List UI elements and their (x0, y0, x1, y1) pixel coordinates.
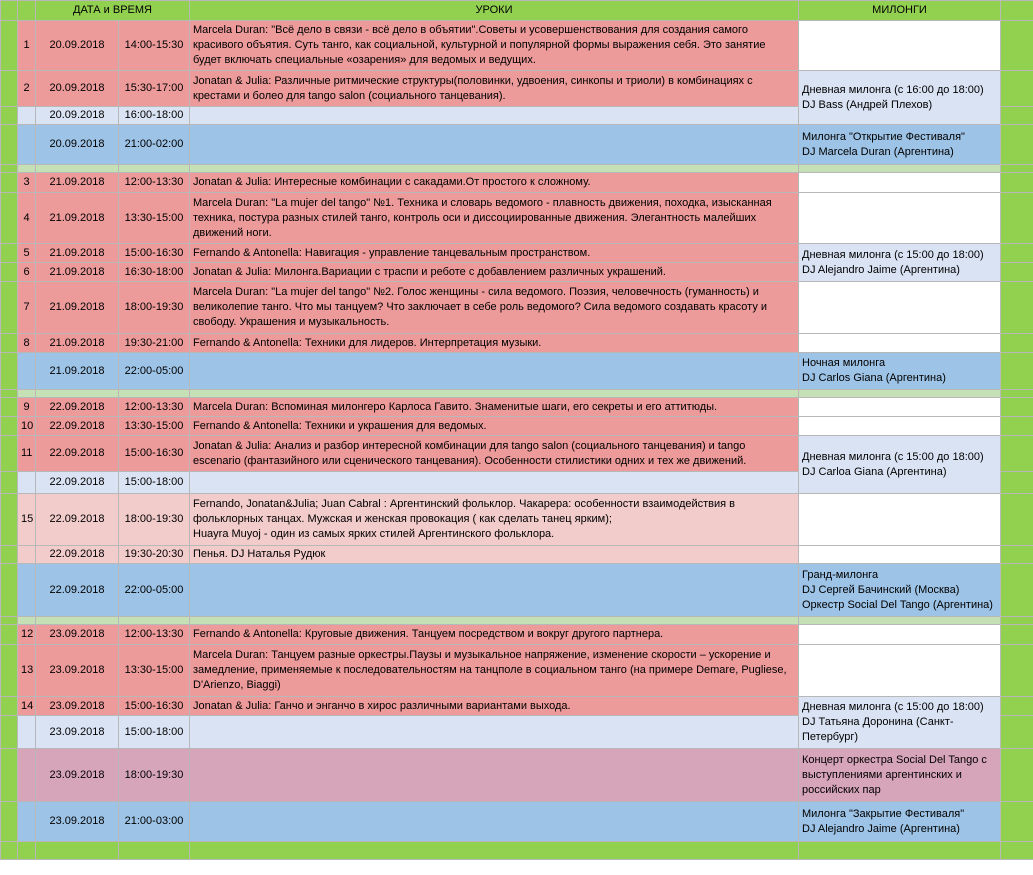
row-date: 23.09.2018 (36, 645, 119, 697)
row-lesson: Marcela Duran: Вспоминая милонгеро Карлоса Гавито. Знаменитые шаги, его секреты и его аттитюды. (190, 398, 799, 417)
milonga-line: DJ Bass (Андрей Плехов) (802, 98, 933, 111)
row-time: 18:00-19:30 (119, 282, 190, 334)
day-separator (1, 617, 1033, 625)
row-number: 1 (18, 21, 36, 71)
row-time: 19:30-21:00 (119, 334, 190, 353)
row-time: 16:30-18:00 (119, 263, 190, 282)
row-date: 21.09.2018 (36, 244, 119, 263)
milonga-cell (799, 697, 1001, 749)
milonga-line: Дневная милонга (с 15:00 до 18:00) (802, 701, 984, 713)
row-lesson: Fernando & Antonella: Навигация - управление танцевальным пространством. (190, 244, 799, 263)
table-row (1, 398, 1033, 417)
milonga-line: Дневная милонга (с 15:00 до 18:00) (802, 248, 984, 261)
row-lesson: Fernando & Antonella: Техники для лидеров. Интерпретация музыки. (190, 334, 799, 353)
row-lesson: Jonatan & Julia: Различные ритмические структуры(половинки, удвоения, синкопы и триоли) в комбинациях с крестами и болео для tango salon (социального танцевания). (190, 71, 799, 107)
row-date: 20.09.2018 (36, 125, 119, 165)
row-number (18, 716, 36, 749)
row-time: 12:00-13:30 (119, 173, 190, 193)
row-date: 20.09.2018 (36, 71, 119, 107)
row-number: 3 (18, 173, 36, 193)
row-lesson (190, 494, 799, 546)
milonga-line: DJ Carlos Giana (Аргентина) (802, 372, 946, 384)
row-lesson: Fernando & Antonella: Техники и украшения для ведомых. (190, 417, 799, 436)
milonga-cell (799, 436, 1001, 494)
row-number: 2 (18, 71, 36, 107)
row-time: 21:00-03:00 (119, 802, 190, 842)
table-row (1, 494, 1033, 546)
row-date: 22.09.2018 (36, 417, 119, 436)
row-date: 22.09.2018 (36, 546, 119, 564)
footer-row (1, 842, 1033, 860)
table-row (1, 546, 1033, 564)
row-number: 15 (18, 494, 36, 546)
row-date: 21.09.2018 (36, 263, 119, 282)
row-number (18, 353, 36, 390)
row-time: 18:00-19:30 (119, 749, 190, 802)
milonga-line: Оркестр Social Del Tango (Аргентина) (802, 598, 993, 611)
row-date: 22.09.2018 (36, 472, 119, 494)
milonga-line: Дневная милонга (с 16:00 до 18:00) (802, 83, 984, 96)
table-row (1, 645, 1033, 697)
table-row (1, 417, 1033, 436)
row-date: 22.09.2018 (36, 398, 119, 417)
table-row (1, 564, 1033, 617)
row-date: 23.09.2018 (36, 749, 119, 802)
row-time: 13:30-15:00 (119, 193, 190, 244)
header-milongas: МИЛОНГИ (799, 1, 1001, 21)
row-number: 13 (18, 645, 36, 697)
row-date: 21.09.2018 (36, 282, 119, 334)
row-date: 23.09.2018 (36, 625, 119, 645)
milonga-cell: Концерт оркестра Social Del Tango с выступлениями аргентинских и российских пар (799, 749, 1001, 802)
row-lesson: Jonatan & Julia: Ганчо и энганчо в хирос различными вариантами выхода. (190, 697, 799, 716)
row-number: 11 (18, 436, 36, 472)
milonga-cell (799, 244, 1001, 282)
row-lesson: Fernando & Antonella: Круговые движения. Танцуем посредством и вокруг другого партнера. (190, 625, 799, 645)
row-time: 12:00-13:30 (119, 398, 190, 417)
header-datetime: ДАТА и ВРЕМЯ (36, 1, 190, 21)
row-date: 22.09.2018 (36, 436, 119, 472)
row-number (18, 472, 36, 494)
milonga-line: Милонга "Открытие Фестиваля" (802, 130, 965, 143)
row-lesson (190, 125, 799, 165)
row-time: 18:00-19:30 (119, 494, 190, 546)
table-row (1, 21, 1033, 71)
milonga-cell (799, 71, 1001, 125)
row-time: 15:30-17:00 (119, 71, 190, 107)
row-number: 8 (18, 334, 36, 353)
row-time: 15:00-18:00 (119, 472, 190, 494)
row-lesson: Jonatan & Julia: Интересные комбинации с сакадами.От простого к сложному. (190, 173, 799, 193)
row-lesson (190, 802, 799, 842)
milonga-cell (799, 125, 1001, 165)
header-lessons: УРОКИ (190, 1, 799, 21)
table-row (1, 697, 1033, 716)
row-lesson: Jonatan & Julia: Анализ и разбор интересной комбинации для tango salon (социального танцевания) и tango escenario (фантазийного или сценического танцевания). Особенности стилистики одних и тех же движений. (190, 436, 799, 472)
milonga-line: DJ Alejandro Jaime (Аргентина) (802, 263, 960, 276)
row-lesson: Пенья. DJ Наталья Рудюк (190, 546, 799, 564)
row-time: 16:00-18:00 (119, 107, 190, 125)
row-lesson (190, 353, 799, 390)
row-number: 14 (18, 697, 36, 716)
row-date: 20.09.2018 (36, 107, 119, 125)
row-time: 15:00-16:30 (119, 697, 190, 716)
row-time: 13:30-15:00 (119, 417, 190, 436)
row-number: 5 (18, 244, 36, 263)
milonga-line: DJ Alejandro Jaime (Аргентина) (802, 822, 960, 835)
row-number: 4 (18, 193, 36, 244)
row-number (18, 125, 36, 165)
milonga-cell (799, 564, 1001, 617)
milonga-line: DJ Carloa Giana (Аргентина) (802, 465, 947, 478)
row-lesson (190, 472, 799, 494)
row-date: 21.09.2018 (36, 334, 119, 353)
row-lesson: Marcela Duran: Танцуем разные оркестры.Паузы и музыкальное напряжение, изменение скорости – ускорение и замедление, применяемые к последовательностям на танцполе в социальном танго (на примере Demare, Pugliese, D'Arienzo, Biaggi) (190, 645, 799, 697)
row-number (18, 546, 36, 564)
row-number (18, 749, 36, 802)
row-time: 22:00-05:00 (119, 564, 190, 617)
row-number: 6 (18, 263, 36, 282)
row-time: 14:00-15:30 (119, 21, 190, 71)
row-lesson (190, 564, 799, 617)
row-lesson: Marcela Duran: "Всё дело в связи - всё дело в объятии".Советы и усовершенствования для создания самого красивого объятия. Суть танго, как социальной, культурной и популярной формы выражения себя. Это занятие будет включать специальные «озарения» для ведомых и ведущих. (190, 21, 799, 71)
table-row (1, 353, 1033, 390)
row-time: 15:00-16:30 (119, 244, 190, 263)
table-row (1, 282, 1033, 334)
row-date: 23.09.2018 (36, 802, 119, 842)
row-lesson: Marcela Duran: "La mujer del tango" №2. Голос женщины - сила ведомого. Поэзия, человечность (гуманность) и великолепие танго. Что мы танцуем? Что заключает в себе роль ведомого? Сила ведомого создавать красоту и свободу. Украшения и музыкальность. (190, 282, 799, 334)
row-time: 15:00-16:30 (119, 436, 190, 472)
table-row (1, 436, 1033, 472)
milonga-cell (799, 802, 1001, 842)
row-number: 7 (18, 282, 36, 334)
row-date: 23.09.2018 (36, 716, 119, 749)
row-lesson (190, 716, 799, 749)
row-date: 22.09.2018 (36, 494, 119, 546)
row-time: 21:00-02:00 (119, 125, 190, 165)
table-row (1, 193, 1033, 244)
row-number: 9 (18, 398, 36, 417)
day-separator (1, 165, 1033, 173)
header-row (1, 1, 1033, 21)
row-number (18, 802, 36, 842)
row-date: 20.09.2018 (36, 21, 119, 71)
lesson-line: Huayra Muyoj - один из самых ярких стилей Аргентинского фольклора. (193, 528, 555, 540)
table-row (1, 173, 1033, 193)
row-date: 23.09.2018 (36, 697, 119, 716)
day-separator (1, 390, 1033, 398)
row-time: 12:00-13:30 (119, 625, 190, 645)
row-time: 13:30-15:00 (119, 645, 190, 697)
milonga-line: DJ Marcela Duran (Аргентина) (802, 145, 954, 158)
row-number: 12 (18, 625, 36, 645)
milonga-line: DJ Сергей Бачинский (Москва) (802, 583, 960, 596)
row-time: 15:00-18:00 (119, 716, 190, 749)
row-date: 21.09.2018 (36, 353, 119, 390)
milonga-line: DJ Татьяна Доронина (Санкт-Петербург) (802, 716, 954, 743)
milonga-line: Дневная милонга (с 15:00 до 18:00) (802, 450, 984, 463)
table-row (1, 71, 1033, 107)
row-date: 22.09.2018 (36, 564, 119, 617)
row-lesson: Jonatan & Julia: Милонга.Вариации с траспи и реботе с добавлением различных украшений. (190, 263, 799, 282)
row-time: 22:00-05:00 (119, 353, 190, 390)
milonga-cell (799, 353, 1001, 390)
row-number (18, 107, 36, 125)
table-row (1, 244, 1033, 263)
row-lesson: Marcela Duran: "La mujer del tango" №1. Техника и словарь ведомого - плавность движения, походка, изысканная техника, постура разных стилей танго, контроль оси и диссоциированные движения. Элегантность малейших движений ноги. (190, 193, 799, 244)
row-lesson (190, 107, 799, 125)
row-number: 10 (18, 417, 36, 436)
row-time: 19:30-20:30 (119, 546, 190, 564)
table-row (1, 802, 1033, 842)
row-number (18, 564, 36, 617)
milonga-line: Милонга "Закрытие Фестиваля" (802, 807, 965, 820)
table-row (1, 334, 1033, 353)
table-row (1, 625, 1033, 645)
table-row (1, 125, 1033, 165)
milonga-line: Ночная милонга (802, 357, 886, 369)
lesson-line: Fernando, Jonatan&Julia; Juan Cabral : Аргентинский фольклор. Чакарера: особенности взаимодействия в фольклорных танцах. Мужская и женская провокация ( как сделать танец ярким); (193, 498, 736, 525)
table-row (1, 749, 1033, 802)
milonga-line: Гранд-милонга (802, 568, 879, 581)
row-date: 21.09.2018 (36, 173, 119, 193)
row-date: 21.09.2018 (36, 193, 119, 244)
row-lesson (190, 749, 799, 802)
